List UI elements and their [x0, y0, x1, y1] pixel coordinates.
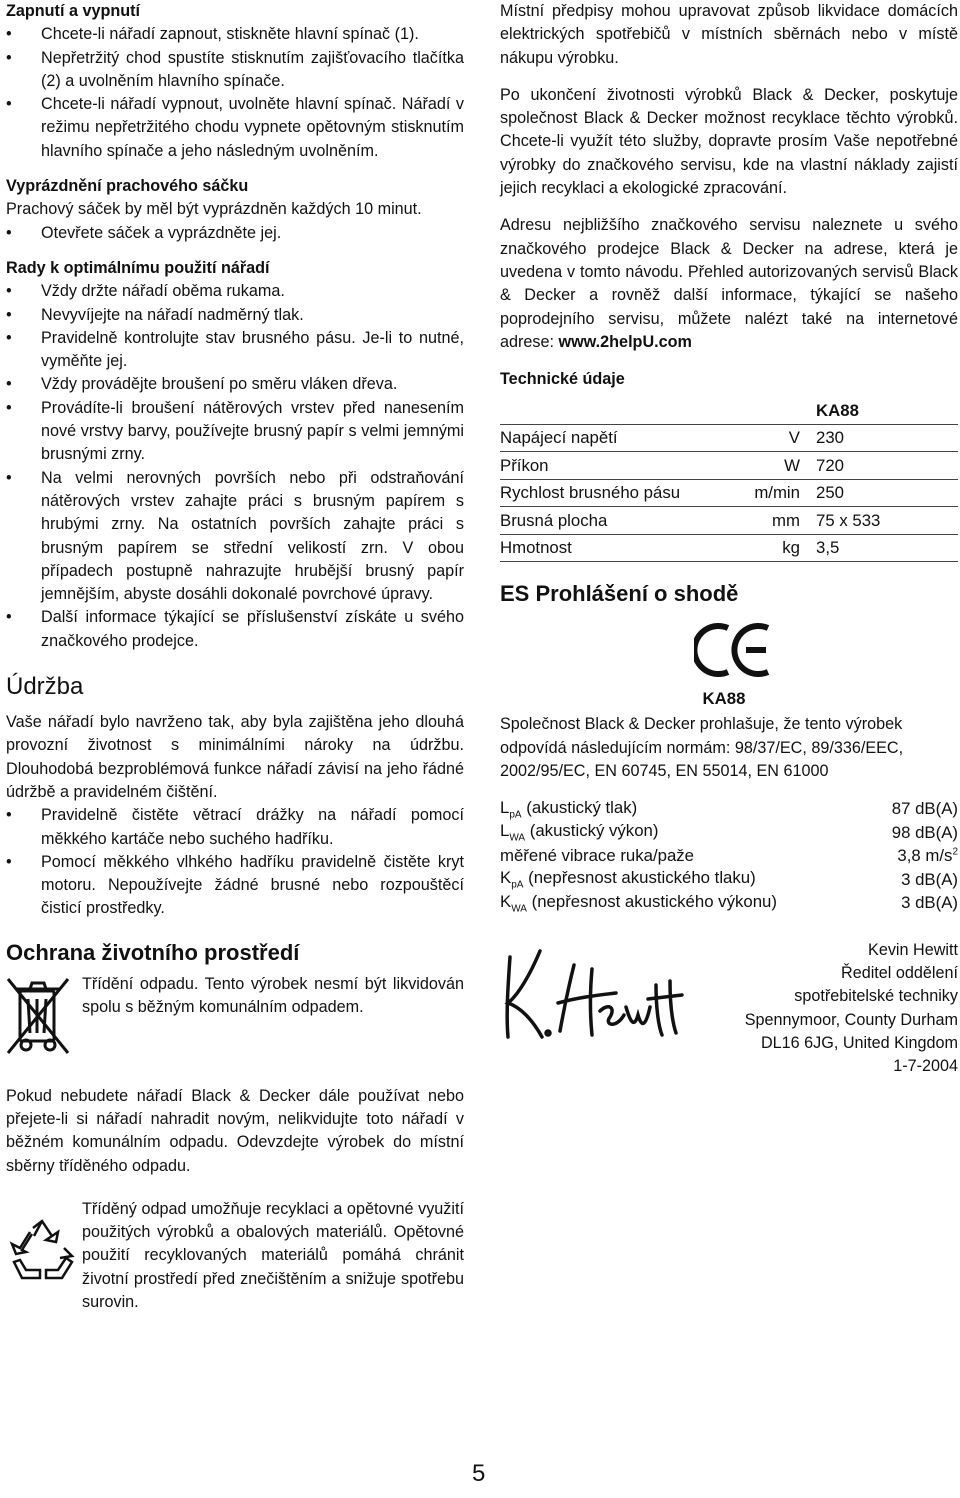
row-label: (nepřesnost akustického výkonu) — [531, 891, 777, 911]
table-row — [500, 821, 958, 845]
signer-line: Ředitel oddělení — [841, 964, 958, 983]
row-label: (nepřesnost akustického tlaku) — [528, 868, 756, 888]
row-label: (akustický tlak) — [526, 797, 638, 817]
tips-list — [6, 280, 464, 653]
right-column — [500, 0, 958, 1089]
list-item: • Pravidelně čistěte větrací drážky na nářadí pomocí měkkého kartáče nebo suchého hadříku. — [6, 804, 464, 851]
value-superscript: 2 — [952, 846, 958, 858]
table-header-row — [500, 397, 958, 424]
symbol: L — [500, 797, 510, 817]
section-heading: ES Prohlášení o shodě — [500, 581, 739, 607]
list-item: • Otevřete sáček a vyprázdněte jej. — [6, 222, 464, 245]
table-row — [500, 868, 958, 892]
section-maintenance — [6, 669, 464, 921]
signature-block — [500, 939, 958, 1089]
page-number: 5 — [472, 1460, 486, 1487]
section-heading: Technické údaje — [500, 370, 625, 389]
table-row — [500, 797, 958, 821]
list-item: • Provádíte-li broušení nátěrových vrstev před nanesením nové vrstvy barvy, používejte brusný papír s velmi jemnými brusnými zrny. — [6, 397, 464, 467]
symbol-subscript: pA — [509, 809, 522, 821]
paragraph: Společnost Black & Decker prohlašuje, že tento výrobek odpovídá následujícím normám: 98/37/EC, 89/336/EEC, 2002/95/EC, EN 60745, EN 55014, EN 61000 — [500, 715, 904, 781]
paragraph: Tříděný odpad umožňuje recyklaci a opětovné využití použitých výrobků a obalových materiálů. Opětovné použití recyklovaných materiálů pomáhá chránit životní prostředí před znečištěním a snižuje spotřebu surovin. — [82, 1199, 464, 1312]
paragraph: Třídění odpadu. Tento výrobek nesmí být likvidován spolu s běžným komunálním odpadem. — [82, 974, 464, 1016]
list-item: • Pomocí měkkého vlhkého hadříku pravidelně čistěte kryt motoru. Nepoužívejte žádné brusné nebo rozpouštěcí čisticí prostředky. — [6, 851, 464, 921]
row-label: měřené vibrace ruka/paže — [500, 846, 695, 866]
section-heading: Rady k optimálnímu použití nářadí — [6, 258, 270, 277]
row-value: 230 — [816, 424, 958, 452]
paragraph: Místní předpisy mohou upravovat způsob likvidace domácích elektrických spotřebičů v místních sběrnách nebo v místě nákupu výrobku. — [500, 2, 958, 67]
section-tips — [6, 257, 464, 653]
ce-mark-icon — [694, 620, 774, 685]
symbol-subscript: pA — [511, 879, 524, 891]
row-unit: W — [736, 452, 816, 480]
row-unit: V — [736, 424, 816, 452]
row-value: 75 x 533 — [816, 507, 958, 535]
section-environment — [6, 939, 464, 1316]
decl-model: KA88 — [702, 689, 746, 709]
service-text: Adresu nejbližšího značkového servisu naleznete u svého značkového prodejce Black & Decker na adrese, která je uvedena v tomto návodu. Přehled autorizovaných servisů Black & Decker a rovněž další informace, týkající se našeho poprodejního servisu, můžete nalézt také na internetové adrese: — [500, 216, 958, 351]
section-declaration — [500, 580, 958, 1088]
section-heading: Vyprázdnění prachového sáčku — [6, 177, 249, 196]
list-item: • Na velmi nerovných površích nebo při odstraňování nátěrových vrstev zahajte práci s brusným papírem s hrubými zrny. Na ostatních površích zahajte práci s brusným papírem se střední velikostí zrn. V obou případech postupně nahrazujte hrubější brusný papír jemnějším, abyste dosáhli dokonalé povrchové úpravy. — [6, 467, 464, 607]
row-label: (akustický výkon) — [529, 821, 659, 841]
symbol-subscript: WA — [509, 832, 526, 844]
signer-line: DL16 6JG, United Kingdom — [760, 1034, 958, 1053]
bin-block — [6, 973, 464, 1065]
row-label: Rychlost brusného pásu — [500, 479, 736, 507]
list-item: • Nevyvíjejte na nářadí nadměrný tlak. — [6, 304, 464, 327]
section-tech-data — [500, 368, 958, 562]
crossed-bin-icon — [6, 975, 72, 1060]
row-unit: m/min — [736, 479, 816, 507]
symbol: L — [500, 821, 510, 841]
recycle-block — [6, 1198, 464, 1316]
table-row — [500, 479, 958, 507]
list-item: • Vždy provádějte broušení po směru vláken dřeva. — [6, 373, 464, 396]
paragraph: Pokud nebudete nářadí Black & Decker dále používat nebo přejete-li si nářadí nahradit novým, nelikvidujte toto nářadí v běžném komunálním odpadu. Odevzdejte výrobek do místní sběrny tříděného odpadu. — [6, 1086, 464, 1175]
signer-line: spotřebitelské techniky — [794, 987, 958, 1006]
dust-bag-list — [6, 222, 464, 245]
list-item: • Další informace týkající se příslušenství získáte u svého značkového prodejce. — [6, 606, 464, 653]
list-item: • Vždy držte nářadí oběma rukama. — [6, 280, 464, 303]
table-row — [500, 424, 958, 452]
section-heading: Ochrana životního prostředí — [6, 939, 300, 965]
switching-list — [6, 23, 464, 163]
row-value: 3 dB(A) — [901, 893, 958, 913]
row-value: 3,5 — [816, 534, 958, 562]
symbol-subscript: WA — [511, 903, 527, 915]
signer-line: Kevin Hewitt — [868, 940, 958, 959]
row-value: 720 — [816, 452, 958, 480]
row-label: Brusná plocha — [500, 507, 736, 535]
row-unit: mm — [736, 507, 816, 535]
row-value: 3 dB(A) — [901, 869, 958, 889]
recycle-icon — [6, 1218, 78, 1289]
row-value: 250 — [816, 479, 958, 507]
signer-info — [658, 939, 958, 1079]
signer-line: Spennymoor, County Durham — [744, 1010, 958, 1029]
list-item: • Nepřetržitý chod spustíte stisknutím zajišťovacího tlačítka (2) a uvolněním hlavního spínače. — [6, 47, 464, 94]
row-label: Napájecí napětí — [500, 424, 736, 452]
model-header: KA88 — [816, 397, 958, 424]
paragraph: Vaše nářadí bylo navrženo tak, aby byla zajištěna jeho dlouhá provozní životnost s minimálními nároky na údržbu. Dlouhodobá bezproblémová funkce nářadí závisí na jeho řádné údržbě a pravidelném čištění. — [6, 713, 464, 801]
row-unit: kg — [736, 534, 816, 562]
paragraph — [500, 214, 958, 354]
symbol: K — [500, 868, 512, 888]
symbol: K — [500, 891, 512, 911]
section-dust-bag — [6, 175, 464, 245]
table-row — [500, 507, 958, 535]
row-label: Hmotnost — [500, 534, 736, 562]
table-row — [500, 891, 958, 915]
section-heading: Zapnutí a vypnutí — [6, 2, 140, 20]
row-value: 98 dB(A) — [891, 822, 958, 842]
row-label: Příkon — [500, 452, 736, 480]
left-column — [6, 0, 464, 1316]
table-row — [500, 534, 958, 562]
table-row — [500, 452, 958, 480]
paragraph: Prachový sáček by měl být vyprázdněn každých 10 minut. — [6, 200, 422, 219]
ce-mark-block — [500, 620, 958, 709]
tech-table — [500, 397, 958, 562]
row-value: 3,8 m/s — [897, 846, 953, 866]
service-url[interactable]: www.2helpU.com — [558, 332, 692, 351]
noise-table — [500, 797, 958, 915]
paragraph: Po ukončení životnosti výrobků Black & Decker, poskytuje společnost Black & Decker možnost recyklace těchto výrobků. Chcete-li využít této služby, dopravte prosím Vaše nepotřebné výrobky do značkového servisu, kde na vlastní náklady zajistí jejich recyklaci a ekologické zpracování. — [500, 85, 958, 198]
list-item: • Pravidelně kontrolujte stav brusného pásu. Je-li to nutné, vyměňte jej. — [6, 327, 464, 374]
maintenance-list — [6, 804, 464, 920]
table-row — [500, 844, 958, 868]
signer-line: 1-7-2004 — [893, 1057, 958, 1076]
list-item: • Chcete-li nářadí vypnout, uvolněte hlavní spínač. Nářadí v režimu nepřetržitého chodu vypnete opětovným stisknutím hlavního spínače a jeho následným uvolněním. — [6, 93, 464, 163]
list-item: • Chcete-li nářadí zapnout, stiskněte hlavní spínač (1). — [6, 23, 464, 46]
section-heading: Údržba — [6, 673, 84, 701]
row-value: 87 dB(A) — [891, 799, 958, 819]
section-switching — [6, 0, 464, 163]
